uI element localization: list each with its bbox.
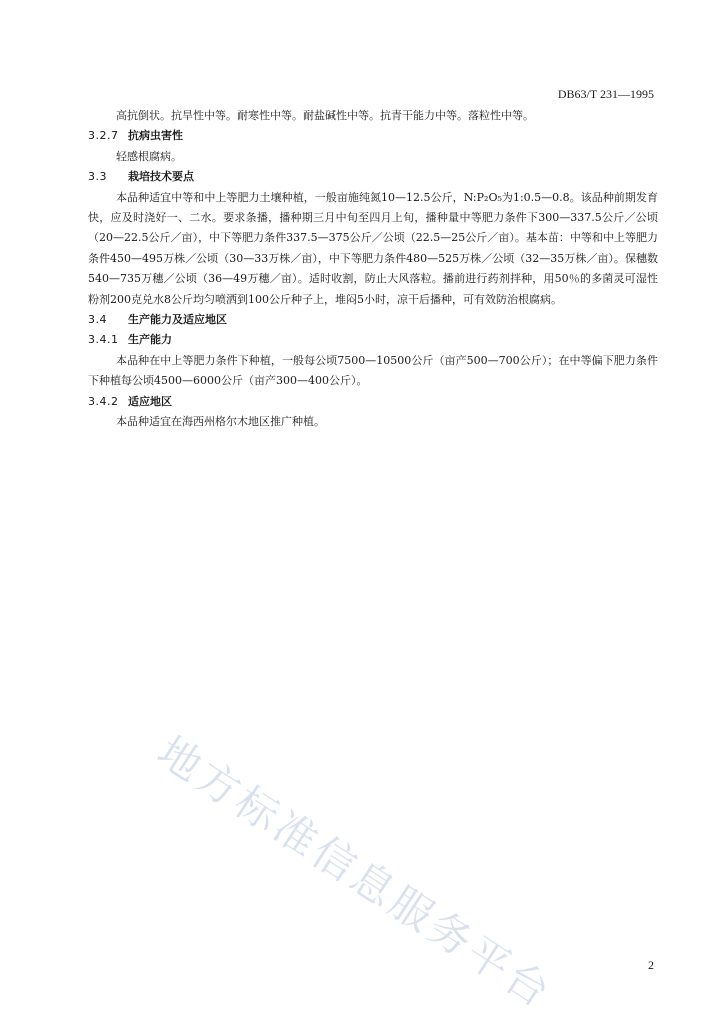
section-title: 抗病虫害性 [128,129,183,143]
paragraph-production-capacity: 本品种在中上等肥力条件下种植，一般每公顷7500—10500公斤（亩产500—700公斤）；在中等偏下肥力条件下种植每公顷4500—6000公斤（亩产300—400公斤）。 [88,353,658,388]
section-heading-3-2-7 [88,126,658,146]
paragraph-suitable-region: 本品种适宜在海西州格尔木地区推广种植。 [116,415,325,429]
section-heading-3-4 [88,310,658,330]
section-number: 3.2.7 [88,129,119,143]
section-title: 生产能力 [128,333,172,347]
page-number: 2 [648,958,654,972]
watermark: 地方标准信息服务平台 [148,726,562,1019]
paragraph-lodging-resistance: 高抗倒状。抗旱性中等。耐寒性中等。耐盐碱性中等。抗青干能力中等。落粒性中等。 [116,109,534,122]
section-title: 适应地区 [128,394,172,408]
section-number: 3.4.1 [88,333,119,347]
section-heading-3-4-1 [88,330,658,350]
section-heading-3-4-2 [88,392,658,412]
section-heading-3-3 [88,167,658,187]
paragraph-disease-resistance: 轻感根腐病。 [116,149,182,163]
section-number: 3.3 [88,170,107,184]
paragraph-cultivation: 本品种适宜中等和中上等肥力土壤种植，一般亩施纯氮10—12.5公斤，N:P₂O₅为1:0.5—0.8。该品种前期发育快，应及时浇好一、二水。要求条播，播种期三月中旬至四月上旬，播种量中等肥力条件下300—337.5公斤／公顷（20—22.5公斤／亩），中下等肥力条件337.5—375公斤／公顷（22.5—25公斤／亩）。基本苗：中等和中上等肥力条件450—495万株／公顷（30—33万株／亩），中下等肥力条件480—525万株／公顷（32—35万株／亩）。保穗数540—735万穗／公顷（36—49万穗／亩）。适时收割，防止大风落粒。播前进行药剂拌种，用50％的多菌灵可湿性粉剂200克兑水8公斤均匀喷洒到100公斤种子上，堆闷5小时，凉干后播种，可有效防治根腐病。 [88,190,658,306]
document-body [88,106,658,433]
section-number: 3.4.2 [88,394,119,408]
standard-code: DB63/T 231—1995 [557,87,654,101]
section-title: 栽培技术要点 [128,170,194,184]
section-number: 3.4 [88,313,107,327]
section-title: 生产能力及适应地区 [128,313,227,327]
